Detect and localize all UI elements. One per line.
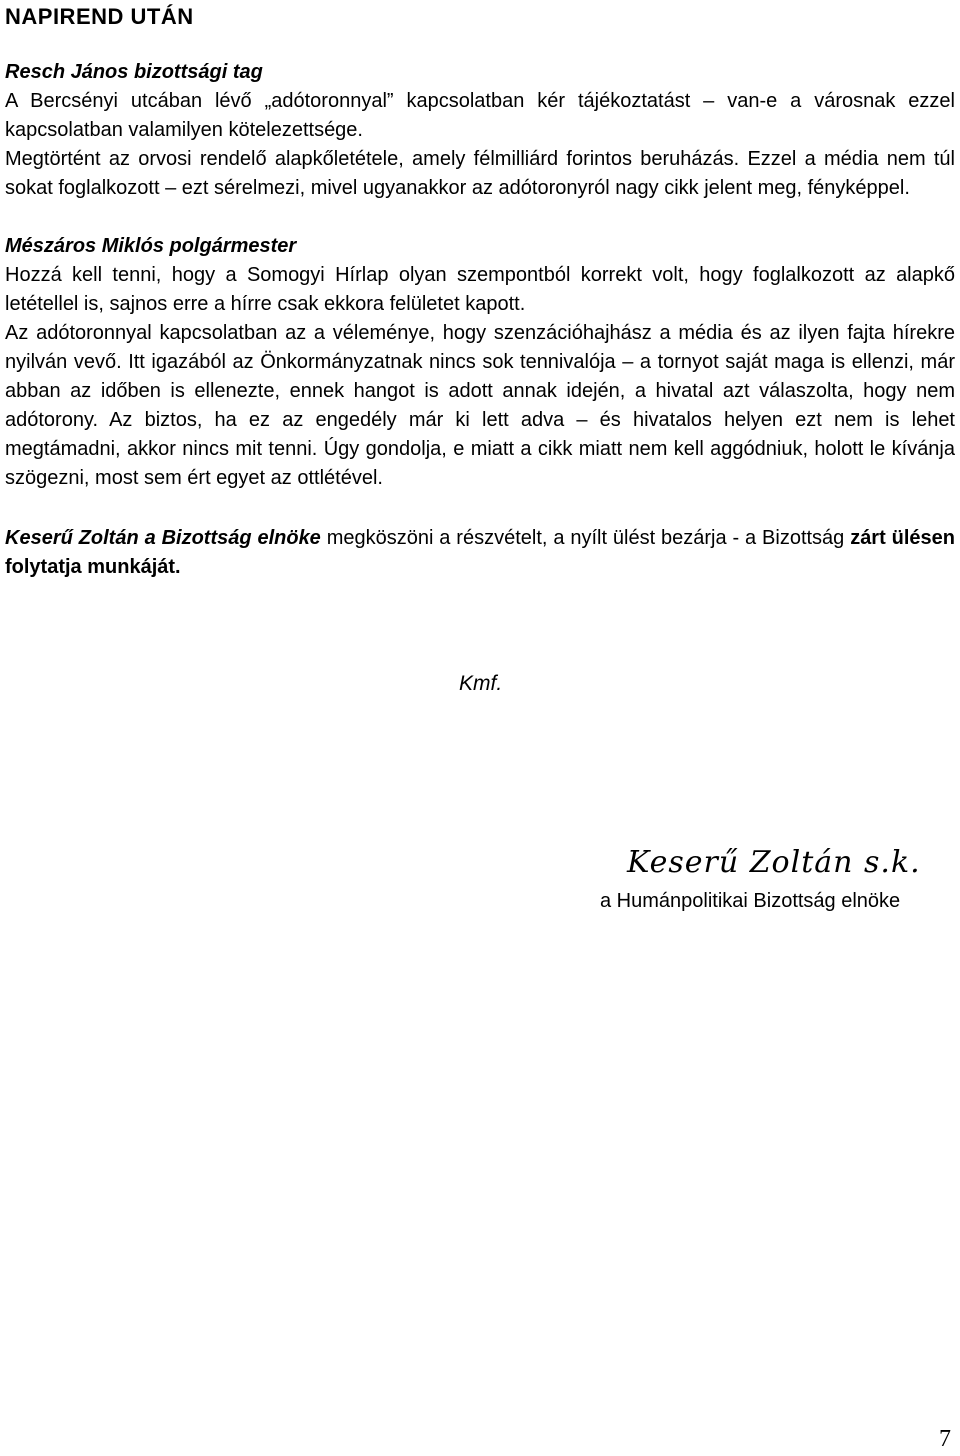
closing-speaker: Keserű Zoltán a Bizottság elnöke: [5, 527, 321, 549]
closing-bold-end: zárt ülésen folytatja munkáját.: [5, 527, 955, 578]
closing-text: megköszöni a részvételt, a nyílt ülést bezárja - a Bizottság: [320, 527, 851, 549]
speaker-name: Mészáros Miklós polgármester: [5, 235, 297, 257]
signature-name: Keserű Zoltán s.k.: [627, 845, 921, 880]
kmf-label: Kmf.: [459, 672, 503, 695]
document-page: [5, 0, 955, 1456]
signature-role: a Humánpolitikai Bizottság elnöke: [600, 890, 901, 912]
paragraph: Megtörtént az orvosi rendelő alapkőletétele, amely félmilliárd forintos beruházás. Ezzel a média nem túl sokat foglalkozott – ezt sérelmezi, mivel ugyanakkor az adótoronyról nagy cikk jelent meg, fényképpel.: [5, 148, 955, 199]
paragraph: Hozzá kell tenni, hogy a Somogyi Hírlap olyan szempontból korrekt volt, hogy foglalkozott az alapkő letétellel is, sajnos erre a hírre csak ekkora felületet kapott.: [5, 264, 955, 315]
speaker-name: Resch János bizottsági tag: [5, 61, 263, 83]
speaker-block-meszaros: [5, 232, 955, 493]
paragraph: A Bercsényi utcában lévő „adótoronnyal” kapcsolatban kér tájékoztatást – van-e a városnak ezzel kapcsolatban valamilyen kötelezettsége.: [5, 90, 955, 141]
paragraph: Az adótoronnyal kapcsolatban az a véleménye, hogy szenzációhajhász a média és az ilyen fajta hírekre nyilván vevő. Itt igazából az Önkormányzatnak nincs sok tennivalója – a tornyot saját maga is ellenzi, már abban az időben is ellenezte, ennek hangot is adott annak idején, a hivatal azt válaszolta, hogy nem adótorony. Az biztos, ha ez az engedély már ki lett adva – és hivatalos helyen ezt nem is lehet megtámadni, akkor nincs mit tenni. Úgy gondolja, e miatt a cikk miatt nem kell aggódniuk, holott le kívánja szögezni, most sem ért egyet az ottlétével.: [5, 322, 955, 489]
closing-block: [5, 524, 955, 582]
closing-paragraph: [5, 524, 955, 582]
speaker-block-resch: [5, 58, 955, 203]
page-number: 7: [939, 1426, 951, 1452]
section-heading: NAPIREND UTÁN: [5, 4, 194, 29]
